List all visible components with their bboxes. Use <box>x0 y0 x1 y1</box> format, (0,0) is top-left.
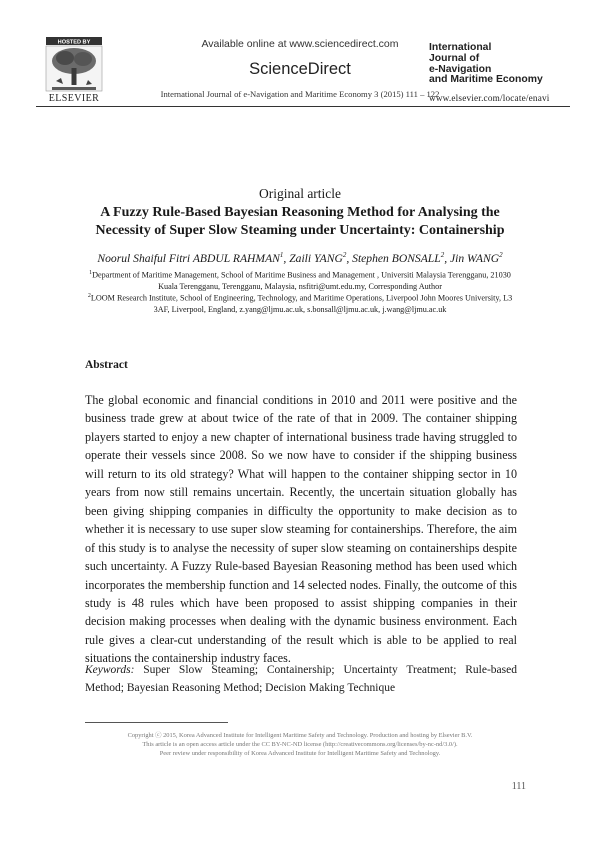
abstract-heading: Abstract <box>85 359 128 371</box>
journal-title <box>429 43 569 86</box>
author-affiliation-mark: 2 <box>499 251 503 259</box>
copyright-notice: Copyright ⓒ 2015, Korea Advanced Institute for Intelligent Maritime Safety and Technology. Production and hosting by Elsevier B.V. <box>127 732 473 739</box>
affiliation-text: Department of Maritime Management, School of Maritime Business and Management , Universiti Malaysia Terengganu, 21030 Kuala Terengganu, Terengganu, Malaysia, nsfitri@umt.edu.my, Corresponding Author <box>92 270 511 291</box>
affiliation-1 <box>85 268 515 292</box>
author-name: Noorul Shaiful Fitri ABDUL RAHMAN <box>97 251 280 265</box>
author-name: Jin WANG <box>450 251 500 265</box>
author-affiliation-mark: 2 <box>342 251 347 259</box>
peer-review-notice: Peer review under responsibility of Korea Advanced Institute for Intelligent Maritime Safety and Technology. <box>159 750 441 757</box>
elsevier-logo <box>38 37 110 105</box>
journal-title-line: e-Navigation <box>429 63 492 75</box>
article-type: Original article <box>258 186 342 201</box>
abstract-body: The global economic and financial conditions in 2010 and 2011 were positive and the business trade grew at about twice of the rate of that in 2009. The container shipping players started to enjoy a new chapter of international business trade having struggled to operate their vessels since 2008. So we now have to consider if the shipping business will return to its old strategy? What will happen to the container shipping sector in 10 years from now still remains uncertain. Recently, the uncertain situation globally has been giving shipping companies in difficulty the opportunity to make decision as to whether it is necessary to use super slow steaming for containerships. Therefore, the aim of this study is to analyse the necessity of super slow steaming on containerships despite such uncertainty. A Fuzzy Rule-based Bayesian Reasoning method has been used which incorporates the membership function and 14 selected nodes. Finally, the outcome of this study is 48 rules which have been proposed to assist shipping companies in their decision making processes when dealing with the dynamic business environment. Each rule gives a clear-cut understanding of the result which is able to be applied to real situations the containership industry faces. <box>85 393 517 666</box>
article-title: A Fuzzy Rule-Based Bayesian Reasoning Method for Analysing the Necessity of Super Slow Steaming under Uncertainty: Containership <box>95 205 505 238</box>
journal-title-line: International <box>429 42 492 53</box>
header-divider <box>36 106 570 107</box>
hosted-by-badge: HOSTED BY <box>57 39 91 46</box>
affiliation-mark: 1 <box>89 270 93 276</box>
sciencedirect-brand[interactable]: ScienceDirect <box>249 60 351 78</box>
affiliation-text: LOOM Research Institute, School of Engineering, Technology, and Maritime Operations, Liverpool John Moores University, L3 3AF, Liverpool, England, z.yang@ljmu.ac.uk, s.bonsall@ljmu.ac.uk, j.wang@ljmu.ac.uk <box>90 293 513 314</box>
author-affiliation-mark: 2 <box>440 251 445 259</box>
elsevier-wordmark: ELSEVIER <box>48 93 100 104</box>
affiliation-mark: 2 <box>87 293 91 299</box>
author-name: Stephen BONSALL <box>352 251 441 265</box>
author-affiliation-mark: 1 <box>279 251 284 259</box>
journal-title-line: and Maritime Economy <box>429 74 543 86</box>
affiliation-2 <box>80 291 520 315</box>
available-online-text: Available online at www.sciencedirect.com <box>201 38 399 50</box>
author-name: Zaili YANG <box>289 251 343 265</box>
journal-citation: International Journal of e-Navigation and Maritime Economy 3 (2015) 111 – 122 <box>160 89 440 99</box>
license-notice: This article is an open access article under the CC BY-NC-ND license (http://creativecommons.org/licenses/by-nc-nd/3.0/). <box>142 741 458 748</box>
keywords <box>85 661 517 698</box>
keywords-list: Super Slow Steaming; Containership; Uncertainty Treatment; Rule-based Method; Bayesian Reasoning Method; Decision Making Technique <box>85 664 517 695</box>
footnote-divider <box>85 722 228 723</box>
journal-title-line: Journal of <box>429 52 480 64</box>
page-number: 111 <box>511 781 526 792</box>
author-list: Noorul Shaiful Fitri ABDUL RAHMAN$^1$, Zaili YANG$^2$, Stephen BONSALL$^2$, Jin WANG$^2$ <box>97 251 503 265</box>
journal-url-link[interactable]: www.elsevier.com/locate/enavi <box>429 93 550 103</box>
keywords-label: Keywords: <box>85 664 135 676</box>
